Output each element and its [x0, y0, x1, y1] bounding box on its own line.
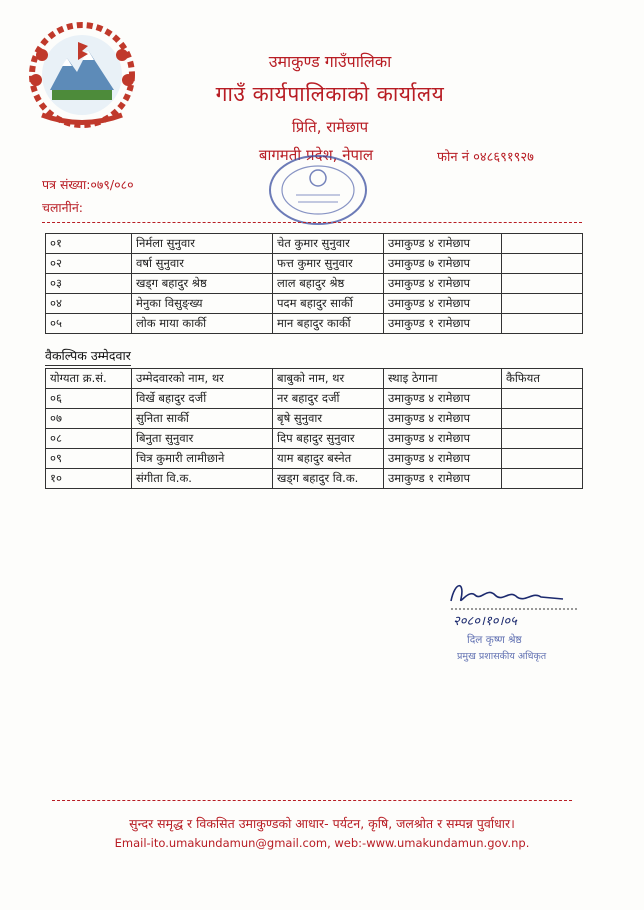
cell-father-name: चेत कुमार सुनुवार [273, 234, 384, 254]
cell-candidate-name: चित्र कुमारी लामीछाने [132, 449, 273, 469]
cell-remarks [502, 234, 583, 254]
table-row [46, 389, 583, 409]
cell-remarks [502, 274, 583, 294]
province-name: बागमती प्रदेश, नेपाल [258, 146, 374, 164]
cell-candidate-name: विर्खे बहादुर दर्जी [132, 389, 273, 409]
alternate-candidates-table [45, 368, 583, 489]
nepal-emblem-logo [22, 20, 142, 130]
office-stamp [266, 150, 370, 230]
cell-father-name: मान बहादुर कार्की [273, 314, 384, 334]
cell-serial: ०४ [46, 294, 132, 314]
cell-candidate-name: वर्षा सुनुवार [132, 254, 273, 274]
cell-address: उमाकुण्ड ४ रामेछाप [384, 409, 502, 429]
cell-candidate-name: सुनिता सार्की [132, 409, 273, 429]
cell-remarks [502, 429, 583, 449]
cell-father-name: बृषे सुनुवार [273, 409, 384, 429]
cell-father-name: फत्त कुमार सुनुवार [273, 254, 384, 274]
cell-remarks [502, 294, 583, 314]
cell-serial: ०८ [46, 429, 132, 449]
cell-remarks [502, 409, 583, 429]
dispatch-number: चलानीनं: [42, 200, 83, 215]
footer-contact: Email-ito.umakundamun@gmail.com, web:-www.umakundamun.gov.np. [114, 836, 530, 850]
cell-address: उमाकुण्ड १ रामेछाप [384, 314, 502, 334]
signatory-designation: प्रमुख प्रशासकीय अधिकृत [457, 651, 547, 662]
header-remarks: कैफियत [502, 369, 583, 389]
cell-remarks [502, 314, 583, 334]
cell-father-name: खड्ग बहादुर वि.क. [273, 469, 384, 489]
phone-number: फोन नं ०४८६९१९२७ [437, 150, 534, 165]
cell-serial: ०५ [46, 314, 132, 334]
header-divider [42, 222, 582, 223]
table-row [46, 254, 583, 274]
cell-candidate-name: खड्ग बहादुर श्रेष्ठ [132, 274, 273, 294]
cell-address: उमाकुण्ड ४ रामेछाप [384, 234, 502, 254]
cell-remarks [502, 389, 583, 409]
cell-remarks [502, 254, 583, 274]
handwritten-signature [445, 575, 580, 615]
signature-date: २०८०।१०।०५ [453, 614, 517, 629]
table-row [46, 274, 583, 294]
cell-serial: ०२ [46, 254, 132, 274]
footer-divider [52, 800, 572, 801]
header-address: स्थाइ ठेगाना [384, 369, 502, 389]
cell-address: उमाकुण्ड ४ रामेछाप [384, 429, 502, 449]
cell-father-name: लाल बहादुर श्रेष्ठ [273, 274, 384, 294]
cell-address: उमाकुण्ड १ रामेछाप [384, 469, 502, 489]
office-address: प्रिति, रामेछाप [291, 118, 369, 136]
table-row [46, 409, 583, 429]
municipality-name: उमाकुण्ड गाउँपालिका [268, 52, 392, 71]
cell-serial: ०९ [46, 449, 132, 469]
cell-candidate-name: लोक माया कार्की [132, 314, 273, 334]
cell-address: उमाकुण्ड ४ रामेछाप [384, 389, 502, 409]
alternate-section-title: वैकल्पिक उम्मेदवार [45, 347, 131, 366]
cell-address: उमाकुण्ड ४ रामेछाप [384, 294, 502, 314]
selected-candidates-table [45, 233, 583, 334]
cell-remarks [502, 449, 583, 469]
header-candidate-name: उम्मेदवारको नाम, थर [132, 369, 273, 389]
cell-father-name: पदम बहादुर सार्की [273, 294, 384, 314]
cell-serial: १० [46, 469, 132, 489]
cell-candidate-name: बिनुता सुनुवार [132, 429, 273, 449]
header-father-name: बाबुको नाम, थर [273, 369, 384, 389]
cell-father-name: याम बहादुर बस्नेत [273, 449, 384, 469]
cell-address: उमाकुण्ड ७ रामेछाप [384, 254, 502, 274]
table-row [46, 429, 583, 449]
header-serial: योग्यता क्र.सं. [46, 369, 132, 389]
cell-candidate-name: मेनुका विसुङ्ख्य [132, 294, 273, 314]
cell-serial: ०१ [46, 234, 132, 254]
cell-remarks [502, 469, 583, 489]
cell-father-name: दिप बहादुर सुनुवार [273, 429, 384, 449]
signatory-name: दिल कृष्ण श्रेष्ठ [467, 634, 522, 646]
footer-slogan: सुन्दर समृद्ध र विकसित उमाकुण्डको आधार- पर्यटन, कृषि, जलश्रोत र सम्पन्न पुर्वाधार। [129, 816, 515, 831]
table-row [46, 294, 583, 314]
cell-address: उमाकुण्ड ४ रामेछाप [384, 274, 502, 294]
table-row [46, 234, 583, 254]
table-row [46, 449, 583, 469]
cell-father-name: नर बहादुर दर्जी [273, 389, 384, 409]
letter-ref-number: पत्र संख्या:०७९/०८० [42, 177, 134, 192]
cell-address: उमाकुण्ड ४ रामेछाप [384, 449, 502, 469]
cell-candidate-name: निर्मला सुनुवार [132, 234, 273, 254]
table-row [46, 469, 583, 489]
office-name: गाउँ कार्यपालिकाको कार्यालय [215, 82, 445, 106]
table-header-row [46, 369, 583, 389]
cell-candidate-name: संगीता वि.क. [132, 469, 273, 489]
cell-serial: ०३ [46, 274, 132, 294]
cell-serial: ०६ [46, 389, 132, 409]
table-row [46, 314, 583, 334]
signature-block [445, 575, 580, 670]
cell-serial: ०७ [46, 409, 132, 429]
